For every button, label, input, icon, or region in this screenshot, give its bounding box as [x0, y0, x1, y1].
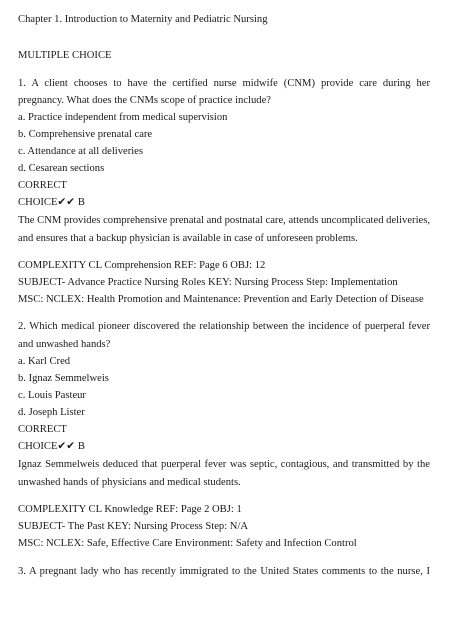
- section-title: MULTIPLE CHOICE: [18, 50, 112, 61]
- question-2-option-d: d. Joseph Lister: [18, 407, 85, 418]
- question-2-stem-line-1: 2. Which medical pioneer discovered the relationship between the incidence of puerperal fever: [18, 321, 430, 332]
- question-1-meta-subject: SUBJECT- Advance Practice Nursing Roles KEY: Nursing Process Step: Implementation: [18, 277, 398, 288]
- chapter-title: Chapter 1. Introduction to Maternity and Pediatric Nursing: [18, 14, 268, 25]
- question-2-meta-subject: SUBJECT- The Past KEY: Nursing Process Step: N/A: [18, 521, 249, 532]
- question-1-option-d: d. Cesarean sections: [18, 163, 105, 174]
- question-2-meta-msc: MSC: NCLEX: Safe, Effective Care Environment: Safety and Infection Control: [18, 538, 357, 549]
- question-2-rationale-line-2: unwashed hands of physicians and medical students.: [18, 477, 241, 488]
- question-2-option-a: a. Karl Cred: [18, 356, 71, 367]
- question-1-correct-label: CORRECT: [18, 180, 67, 191]
- question-1-meta-complexity: COMPLEXITY CL Comprehension REF: Page 6 OBJ: 12: [18, 260, 266, 271]
- question-1-stem-line-2: pregnancy. What does the CNMs scope of practice include?: [18, 95, 271, 106]
- question-2-option-c: c. Louis Pasteur: [18, 390, 86, 401]
- question-1-option-a: a. Practice independent from medical supervision: [18, 112, 228, 123]
- question-3-stem-line-1: 3. A pregnant lady who has recently immigrated to the United States comments to the nurse, I: [18, 566, 430, 577]
- question-2-meta-complexity: COMPLEXITY CL Knowledge REF: Page 2 OBJ: 1: [18, 504, 242, 515]
- question-1-rationale-line-2: and ensures that a backup physician is available in case of unforeseen problems.: [18, 233, 358, 244]
- question-1-meta-msc: MSC: NCLEX: Health Promotion and Maintenance: Prevention and Early Detection of Disease: [18, 294, 424, 305]
- question-1-rationale-line-1: The CNM provides comprehensive prenatal and postnatal care, attends uncomplicated deliveries,: [18, 215, 430, 226]
- question-2-correct-label: CORRECT: [18, 424, 67, 435]
- question-1-stem-line-1: 1. A client chooses to have the certified nurse midwife (CNM) provide care during her: [18, 78, 430, 89]
- question-2-rationale-line-1: Ignaz Semmelweis deduced that puerperal fever was septic, contagious, and transmitted by the: [18, 459, 430, 470]
- question-1-option-c: c. Attendance at all deliveries: [18, 146, 144, 157]
- question-2-stem-line-2: and unwashed hands?: [18, 339, 111, 350]
- question-2-answer-choice: CHOICE✔✔ B: [18, 441, 85, 452]
- question-2-option-b: b. Ignaz Semmelweis: [18, 373, 109, 384]
- question-1-option-b: b. Comprehensive prenatal care: [18, 129, 153, 140]
- question-1-answer-choice: CHOICE✔✔ B: [18, 197, 85, 208]
